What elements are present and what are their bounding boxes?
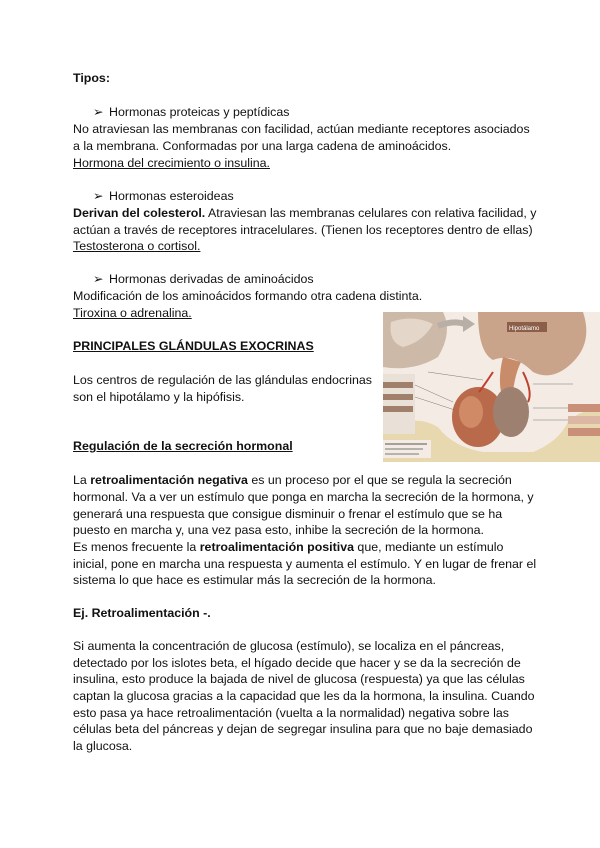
- bullet-label: Hormonas esteroideas: [109, 189, 234, 203]
- esteroideas-line-2: actúan a través de receptores intracelulares. (Tienen los receptores dentro de ellas): [73, 223, 533, 237]
- proteicas-line-1: No atraviesan las membranas con facilidad, actúan mediante receptores asociados: [73, 122, 530, 136]
- bullet-esteroideas: [93, 188, 234, 205]
- text-run: es un proceso por el que se regula la secreción: [247, 473, 512, 487]
- exocrinas-heading: PRINCIPALES GLÁNDULAS EXOCRINAS: [73, 339, 314, 353]
- hypothalamus-pituitary-illustration: [383, 312, 600, 462]
- illus-label-hipotalamo: Hipotálamo: [509, 326, 540, 332]
- aminoacidos-line: Modificación de los aminoácidos formando otra cadena distinta.: [73, 289, 423, 303]
- esteroideas-line-1-rest: Atraviesan las membranas celulares con relativa facilidad, y: [205, 206, 537, 220]
- bullet-label: Hormonas proteicas y peptídicas: [109, 105, 290, 119]
- ejemplo-line-7: la glucosa.: [73, 739, 133, 753]
- bullet-aminoacidos: [93, 271, 314, 288]
- esteroideas-line-1: [73, 205, 537, 222]
- regulacion-p1-line-3: generará una respuesta que consigue disminuir o frenar el estímulo que se ha: [73, 507, 503, 521]
- regulacion-p1-line-4: puesto en marcha y, una vez pasa esto, inhibe la secreción de la hormona.: [73, 523, 484, 537]
- esteroideas-example: Testosterona o cortisol.: [73, 239, 201, 253]
- ejemplo-line-4: captan la glucosa gracias a la capacidad que les da la hormona, la insulina. Cuando: [73, 689, 535, 703]
- aminoacidos-example: Tiroxina o adrenalina.: [73, 306, 192, 320]
- term-retroalimentacion-negativa: retroalimentación negativa: [90, 473, 248, 487]
- regulacion-p2-line-1: [73, 539, 503, 556]
- arrow-bullet-icon: ➢: [93, 272, 104, 286]
- arrow-bullet-icon: ➢: [93, 189, 104, 203]
- regulacion-p1-line-1: [73, 472, 512, 489]
- bullet-label: Hormonas derivadas de aminoácidos: [109, 272, 314, 286]
- exocrinas-line-1: Los centros de regulación de las glándulas endocrinas: [73, 373, 372, 387]
- text-run: La: [73, 473, 91, 487]
- esteroideas-lead: Derivan del colesterol.: [73, 206, 206, 220]
- text-run: que, mediante un estímulo: [353, 540, 504, 554]
- term-retroalimentacion-positiva: retroalimentación positiva: [199, 540, 354, 554]
- ejemplo-line-2: detectado por los islotes beta, el hígado decide que hacer y se da la secreción de: [73, 656, 521, 670]
- ejemplo-heading: Ej. Retroalimentación -.: [73, 606, 211, 620]
- arrow-bullet-icon: ➢: [93, 105, 104, 119]
- regulacion-p2-line-2: inicial, pone en marcha una respuesta y aumenta el estímulo. Y en lugar de frenar el: [73, 557, 537, 571]
- regulacion-p2-line-3: sistema lo que hace es estimular más la secreción de la hormona.: [73, 573, 436, 587]
- regulacion-p1-line-2: hormonal. Va a ver un estímulo que ponga en marcha la secreción de la hormona, y: [73, 490, 534, 504]
- ejemplo-line-5: esto pasa ya hace retroalimentación (vuelta a la normalidad) negativa sobre las: [73, 706, 509, 720]
- text-run: Es menos frecuente la: [73, 540, 200, 554]
- ejemplo-line-1: Si aumenta la concentración de glucosa (estímulo), se localiza en el páncreas,: [73, 639, 505, 653]
- ejemplo-line-3: insulina, esto produce la bajada de nivel de glucosa (respuesta) ya que las células: [73, 672, 525, 686]
- ejemplo-line-6: células beta del páncreas y dejan de segregar insulina para que no baje demasiado: [73, 722, 533, 736]
- tipos-heading: Tipos:: [73, 71, 110, 85]
- proteicas-line-2: a la membrana. Conformadas por una larga cadena de aminoácidos.: [73, 139, 452, 153]
- proteicas-example: Hormona del crecimiento o insulina.: [73, 156, 270, 170]
- exocrinas-line-2: son el hipotálamo y la hipófisis.: [73, 390, 245, 404]
- regulacion-heading: Regulación de la secreción hormonal: [73, 439, 293, 453]
- bullet-proteicas: [93, 104, 289, 121]
